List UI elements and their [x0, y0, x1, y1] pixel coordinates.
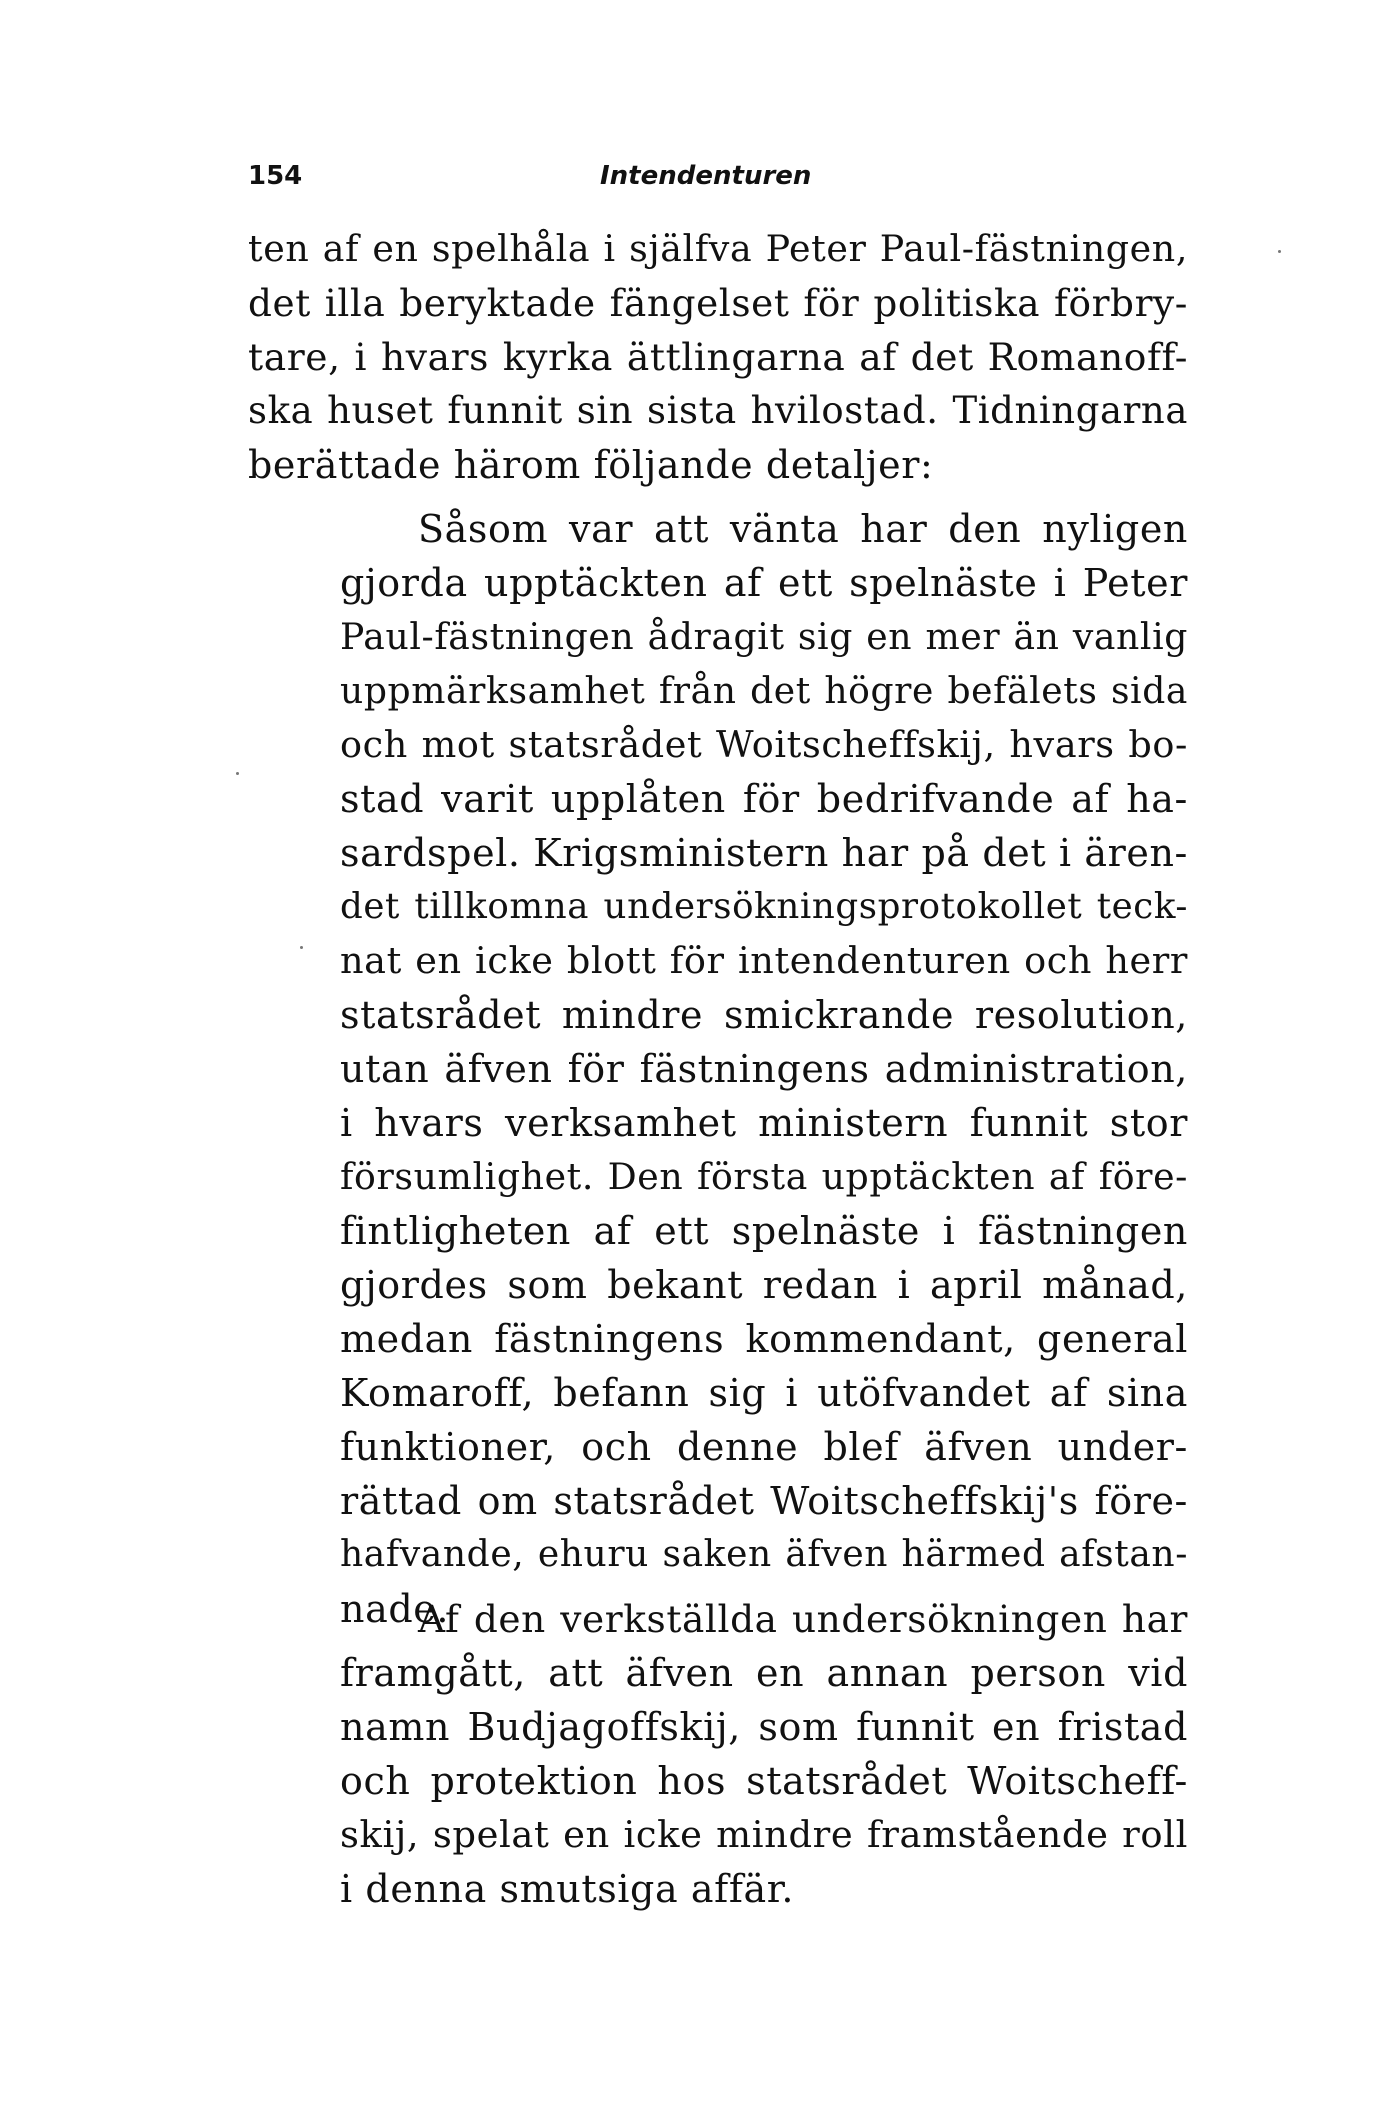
second-quoted-paragraph	[340, 1592, 1188, 1916]
quoted-paragraph	[340, 502, 1188, 1636]
scan-speck	[300, 946, 303, 949]
text-line: uppmärksamhet från det högre befälets sida	[340, 670, 1188, 712]
text-line: Af den verkställda undersökningen har	[418, 1597, 1188, 1641]
text-line: nat en icke blott för intendenturen och herr	[340, 939, 1188, 982]
text-line: medan fästningens kommendant, general	[340, 1317, 1188, 1361]
scan-speck	[1278, 250, 1281, 253]
text-line: Komaroff, befann sig i utöfvandet af sina	[340, 1371, 1188, 1415]
text-line: fintligheten af ett spelnäste i fästningen	[340, 1209, 1188, 1253]
intro-paragraph	[248, 222, 1188, 492]
text-line: statsrådet mindre smickrande resolution,	[340, 993, 1188, 1037]
text-line: ten af en spelhåla i själfva Peter Paul-fästningen,	[248, 227, 1188, 270]
text-line: Paul-fästningen ådragit sig en mer än vanlig	[340, 615, 1188, 658]
text-line: i denna smutsiga affär.	[340, 1867, 795, 1911]
scan-speck	[236, 772, 239, 775]
text-line: rättad om statsrådet Woitscheffskij's före-	[340, 1479, 1188, 1523]
text-line: i hvars verksamhet ministern funnit stor	[340, 1101, 1188, 1145]
page-number: 154	[248, 161, 303, 191]
text-line: och mot statsrådet Woitscheffskij, hvars bo-	[340, 723, 1188, 766]
text-line: sardspel. Krigsministern har på det i ären-	[340, 831, 1188, 875]
text-line: och protektion hos statsrådet Woitscheff-	[340, 1759, 1188, 1803]
text-line: gjorda upptäckten af ett spelnäste i Peter	[340, 561, 1188, 605]
running-head	[248, 160, 1148, 200]
text-line: tare, i hvars kyrka ättlingarna af det Romanoff-	[248, 335, 1188, 379]
text-line: det illa beryktade fängelset för politiska förbry-	[248, 281, 1188, 325]
text-line: namn Budjagoffskij, som funnit en fristad	[340, 1705, 1188, 1749]
running-title: Intendenturen	[600, 161, 812, 191]
text-line: ska huset funnit sin sista hvilostad. Tidningarna	[248, 389, 1188, 432]
text-line: Såsom var att vänta har den nyligen	[418, 507, 1188, 551]
text-line: försumlighet. Den första upptäckten af före-	[340, 1155, 1188, 1198]
text-line: stad varit upplåten för bedrifvande af ha-	[340, 777, 1188, 821]
text-line: framgått, att äfven en annan person vid	[340, 1651, 1188, 1695]
text-line: utan äfven för fästningens administration,	[340, 1047, 1188, 1091]
text-line: hafvande, ehuru saken äfven härmed afstan-	[340, 1534, 1188, 1575]
text-line: det tillkomna undersökningsprotokollet teck-	[340, 886, 1188, 927]
text-line: funktioner, och denne blef äfven under-	[340, 1425, 1188, 1469]
text-line: nade.	[340, 1587, 450, 1631]
text-line: skij, spelat en icke mindre framstående roll	[340, 1813, 1188, 1856]
text-line: berättade härom följande detaljer:	[248, 443, 934, 487]
text-line: gjordes som bekant redan i april månad,	[340, 1263, 1188, 1307]
